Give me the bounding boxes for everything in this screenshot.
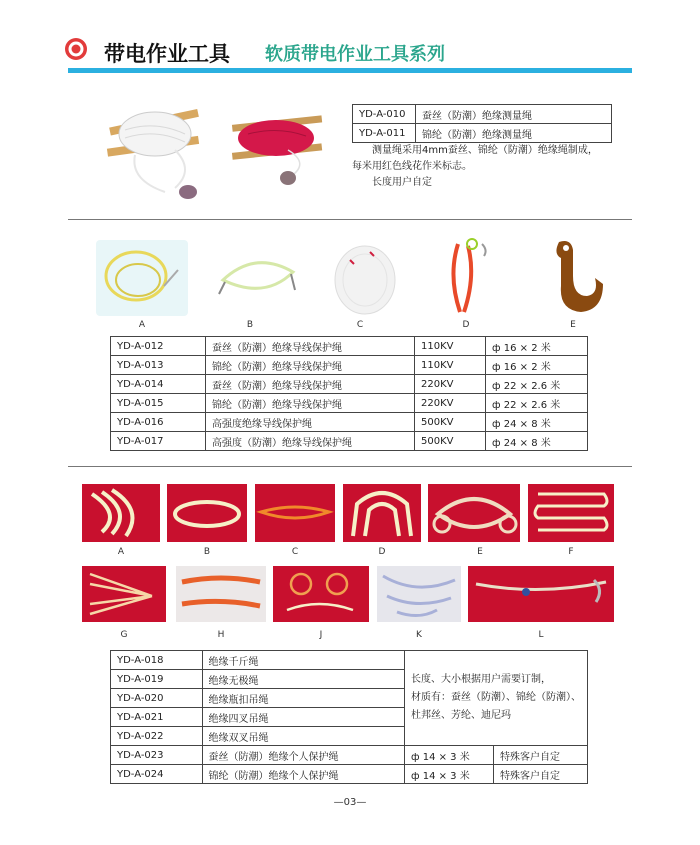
photo-sling-j [273,566,369,622]
measuring-rope-description [352,143,614,191]
photo-protection-rope-b [215,250,300,305]
product-code: YD-A-010 [353,105,416,124]
note: 特殊客户自定 [494,765,588,784]
sling-rope-table [110,650,588,784]
image-label: B [246,320,254,330]
photo-nylon-measuring-rope [228,110,328,190]
product-code: YD-A-024 [111,765,203,784]
image-label: B [203,547,211,557]
product-code: YD-A-016 [111,413,206,432]
image-label: K [416,630,422,640]
material-note-line: 杜邦丝、芳纶、迪尼玛 [410,710,511,721]
table-row [353,124,612,143]
product-code: YD-A-022 [111,727,203,746]
photo-sling-a [82,484,160,542]
image-label: E [477,547,483,557]
material-note [404,651,587,746]
image-label: G [120,630,128,640]
table-row [111,394,588,413]
product-name: 高强度（防潮）绝缘导线保护绳 [206,432,415,451]
description-line: 每米用红色线花作米标志。 [352,161,472,172]
photo-silk-measuring-rope [105,100,205,205]
product-code: YD-A-017 [111,432,206,451]
photo-sling-d [343,484,421,542]
product-code: YD-A-011 [353,124,416,143]
header-rule [68,68,632,73]
photo-insulated-hook-e [545,236,605,318]
photo-sling-g [82,566,166,622]
description-line: 长度用户自定 [372,177,432,188]
spec: ф 16 × 2 米 [486,356,588,375]
product-name: 高强度绝缘导线保护绳 [206,413,415,432]
voltage: 110KV [415,356,486,375]
description-line: 测量绳采用4mm蚕丝、锦纶（防潮）绝缘绳制成， [372,145,598,156]
product-code: YD-A-015 [111,394,206,413]
table-row [111,356,588,375]
section-divider [68,219,632,220]
product-name: 蚕丝（防潮）绝缘导线保护绳 [206,337,415,356]
product-code: YD-A-018 [111,651,203,670]
product-code: YD-A-023 [111,746,203,765]
image-label: D [378,547,386,557]
product-name: 蚕丝（防潮）绝缘导线保护绳 [206,375,415,394]
image-label: A [117,547,125,557]
product-name: 绝缘千斤绳 [202,651,404,670]
spec: ф 22 × 2.6 米 [486,394,588,413]
image-label: J [319,630,323,640]
product-code: YD-A-013 [111,356,206,375]
image-label: H [217,630,225,640]
photo-sling-e [428,484,520,542]
spec: ф 24 × 8 米 [486,413,588,432]
voltage: 220KV [415,394,486,413]
spec: ф 16 × 2 米 [486,337,588,356]
voltage: 500KV [415,413,486,432]
spec: ф 22 × 2.6 米 [486,375,588,394]
image-label: L [538,630,544,640]
photo-protection-rope-a [96,240,188,316]
table-row [353,105,612,124]
image-label: F [568,547,574,557]
image-label: D [462,320,470,330]
image-label: A [138,320,146,330]
page-subtitle: 软质带电作业工具系列 [265,44,445,65]
photo-sling-h [176,566,266,622]
photo-sling-k [377,566,461,622]
product-code: YD-A-019 [111,670,203,689]
photo-sling-c [255,484,335,542]
product-name: 绝缘无极绳 [202,670,404,689]
product-code: YD-A-014 [111,375,206,394]
product-name: 蚕丝（防潮）绝缘个人保护绳 [202,746,404,765]
note: 特殊客户自定 [494,746,588,765]
page-title: 带电作业工具 [104,42,230,66]
voltage: 500KV [415,432,486,451]
voltage: 220KV [415,375,486,394]
material-note-line: 材质有：蚕丝（防潮）、锦纶（防潮）、 [410,692,581,703]
table-row [111,413,588,432]
product-name: 锦纶（防潮）绝缘测量绳 [416,124,612,143]
target-bullet-icon [64,37,88,61]
product-name: 绝缘瓶扣吊绳 [202,689,404,708]
image-label: E [570,320,576,330]
spec: ф 24 × 8 米 [486,432,588,451]
spec: ф 14 × 3 米 [404,746,493,765]
page-number: —03— [333,797,367,808]
protection-rope-table [110,336,588,451]
photo-sling-b [167,484,247,542]
table-row [111,337,588,356]
product-name: 绝缘四叉吊绳 [202,708,404,727]
table-row [111,765,588,784]
photo-protection-rope-c [330,240,400,318]
photo-sling-f [528,484,614,542]
product-name: 锦纶（防潮）绝缘导线保护绳 [206,394,415,413]
table-row [111,375,588,394]
measuring-rope-table [352,104,612,143]
table-row [111,432,588,451]
table-row [111,746,588,765]
photo-sling-l [468,566,614,622]
table-row [111,651,588,670]
product-code: YD-A-012 [111,337,206,356]
image-label: C [356,320,364,330]
material-note-line: 长度、大小根据用户需要订制， [410,674,551,685]
product-name: 蚕丝（防潮）绝缘测量绳 [416,105,612,124]
product-name: 绝缘双叉吊绳 [202,727,404,746]
photo-protection-rope-d [440,236,495,318]
spec: ф 14 × 3 米 [404,765,493,784]
product-name: 锦纶（防潮）绝缘导线保护绳 [206,356,415,375]
voltage: 110KV [415,337,486,356]
product-name: 锦纶（防潮）绝缘个人保护绳 [202,765,404,784]
product-code: YD-A-021 [111,708,203,727]
section-divider [68,466,632,467]
product-code: YD-A-020 [111,689,203,708]
image-label: C [291,547,299,557]
